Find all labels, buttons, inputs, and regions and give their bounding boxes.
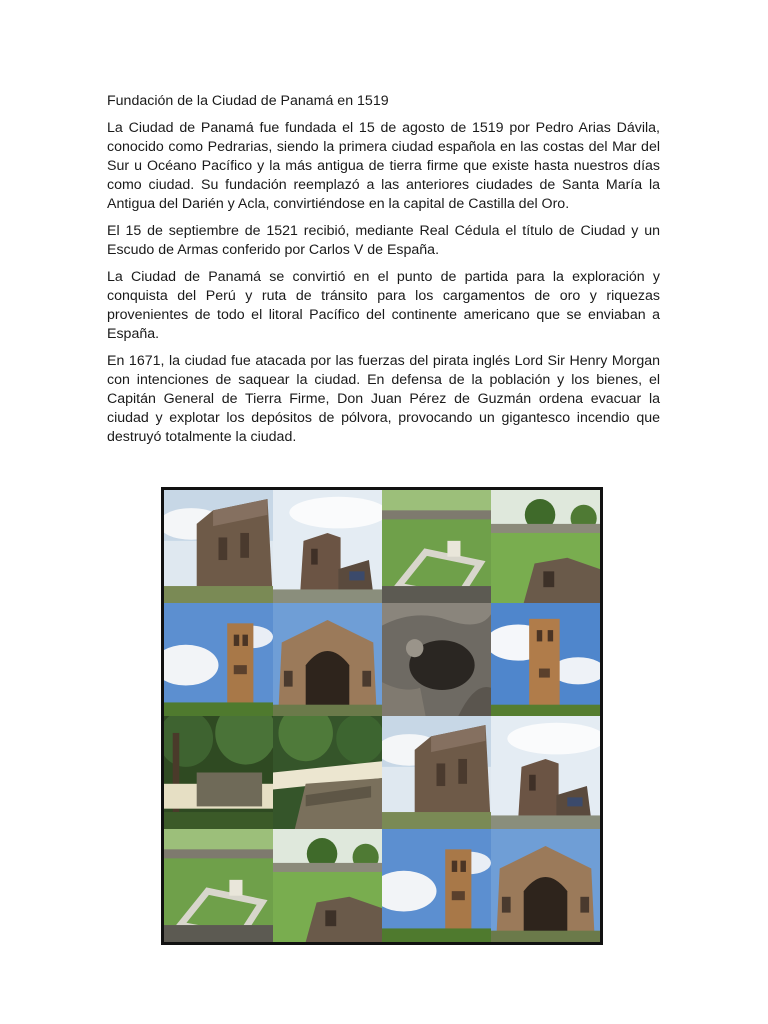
paragraph-foundation: La Ciudad de Panamá fue fundada el 15 de agosto de 1519 por Pedro Arias Dávila, conocido como Pedrarias, siendo la primera ciudad española en las costas del Mar del Sur u Océano Pacífico y la más antigua de tierra firme que existe hasta nuestros días como ciudad. Su fundación reemplazó a las anteriores ciudades de Santa María la Antigua del Darién y Acla, convirtiéndose en la capital de Castilla del Oro.	[107, 120, 660, 212]
mosaic-photo-field-foundations	[382, 490, 491, 603]
mosaic-photo-rock-cave	[382, 603, 491, 716]
mosaic-photo-field-foundations	[164, 829, 273, 942]
mosaic-photo-ruin-wall-small	[491, 716, 600, 829]
mosaic-photo-forest-wall	[273, 716, 382, 829]
mosaic-photo-jungle-ruins	[164, 716, 273, 829]
mosaic-photo-cathedral-arch	[491, 829, 600, 942]
mosaic-photo-ruin-wall-small	[273, 490, 382, 603]
paragraph-exploration: La Ciudad de Panamá se convirtió en el punto de partida para la exploración y conquista del Perú y ruta de tránsito para los cargamentos de oro y riquezas provenientes de todo el litoral Pacífico del continente americano que se enviaban a España.	[107, 269, 660, 342]
photo-mosaic	[161, 487, 603, 945]
mosaic-photo-ruin-wall-sky	[164, 490, 273, 603]
mosaic-photo-ruin-wall-sky	[382, 716, 491, 829]
document-title: Fundación de la Ciudad de Panamá en 1519	[107, 93, 389, 109]
document-body	[107, 92, 660, 455]
mosaic-photo-field-trees-ruins	[491, 490, 600, 603]
mosaic-photo-field-trees-ruins	[273, 829, 382, 942]
paragraph-morgan-attack: En 1671, la ciudad fue atacada por las fuerzas del pirata inglés Lord Sir Henry Morgan con intenciones de saquear la ciudad. En defensa de la población y los bienes, el Capitán General de Tierra Firme, Don Juan Pérez de Guzmán ordena evacuar la ciudad y explotar los depósitos de pólvora, provocando un gigantesco incendio que destruyó totalmente la ciudad.	[107, 353, 660, 445]
mosaic-photo-tower-sky	[164, 603, 273, 716]
mosaic-photo-tower-sky	[382, 829, 491, 942]
paragraph-royal-decree: El 15 de septiembre de 1521 recibió, mediante Real Cédula el título de Ciudad y un Escudo de Armas conferido por Carlos V de España.	[107, 223, 660, 258]
mosaic-photo-tower-sky-right	[491, 603, 600, 716]
mosaic-photo-cathedral-arch	[273, 603, 382, 716]
